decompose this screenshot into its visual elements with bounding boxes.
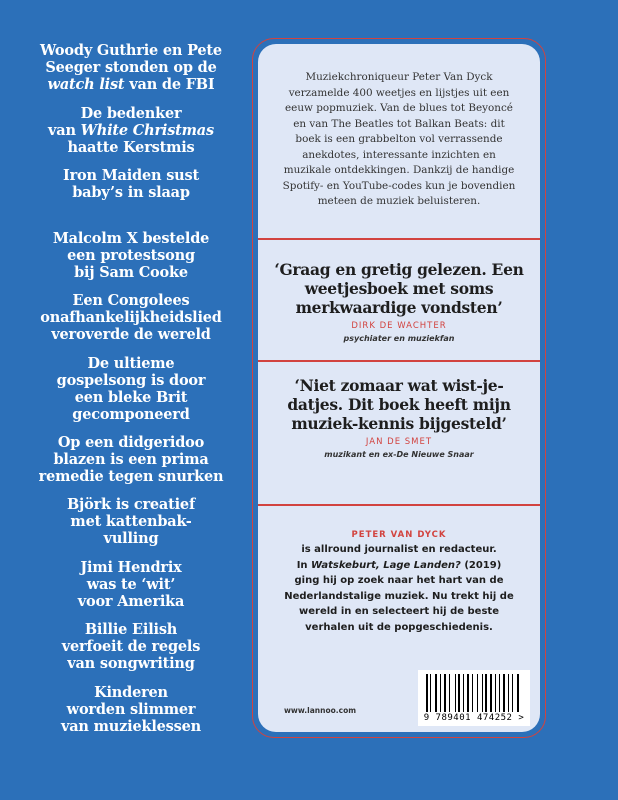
fact-line: een bleke Brit: [74, 388, 188, 406]
fact-item: [22, 167, 240, 230]
fact-line: [48, 76, 215, 93]
barcode-bar: [432, 674, 434, 712]
barcode-bar: [463, 674, 464, 712]
fact-line: van muzieklessen: [61, 717, 201, 735]
barcode-bar: [488, 674, 489, 712]
fact-item: [22, 496, 240, 559]
barcode-bar: [490, 674, 493, 712]
barcode-bar: [426, 674, 428, 712]
fact-item: [22, 684, 240, 747]
fact-line: De bedenker: [80, 104, 182, 122]
bio-line: In: [296, 559, 312, 571]
fact-line: Iron Maiden sust: [63, 167, 199, 184]
barcode-bar: [465, 674, 467, 712]
barcode-bar: [461, 674, 462, 712]
fact-list: [22, 42, 240, 746]
barcode-bar: [495, 674, 496, 712]
quote-block: [272, 260, 526, 343]
barcode-bar: [444, 674, 446, 712]
bio-line: (2019): [460, 559, 502, 571]
fact-line: blazen is een prima: [53, 450, 209, 468]
publisher-website: www.lannoo.com: [284, 706, 357, 715]
barcode-bar: [467, 674, 469, 712]
barcode-bar: [520, 674, 521, 712]
fact-line: Björk is creatief: [67, 496, 195, 513]
bio-text: [274, 542, 524, 635]
barcode-bar: [440, 674, 441, 712]
barcode-bar: [470, 674, 471, 712]
bio-line: is allround journalist en redacteur.: [301, 544, 497, 555]
divider: [258, 238, 540, 240]
barcode-bar: [506, 674, 508, 712]
fact-item: [22, 559, 240, 622]
fact-line: vulling: [103, 530, 159, 547]
fact-line: Jimi Hendrix: [80, 558, 182, 576]
barcode-bar: [458, 674, 460, 712]
fact-line: haatte Kerstmis: [67, 138, 195, 156]
fact-item: [22, 434, 240, 497]
barcode-bar: [430, 674, 431, 712]
fact-line: De ultieme: [87, 354, 175, 372]
fact-item: [22, 230, 240, 293]
barcode-bar: [514, 674, 517, 712]
quote-role: psychiater en muziekfan: [343, 334, 455, 343]
book-title: Watskeburt, Lage Landen?: [311, 559, 461, 571]
intro-text: Muziekchroniqueur Peter Van Dyck verzamelde 400 weetjes en lijstjes uit een eeuw popmuziek. Van de blues tot Beyoncé en van The Beatles tot Balkan Beats: dit boek is een grabbelton vol verrassende anekdotes, interessante inzichten en muzikale ontdekkingen. Dankzij de handige Spotify- en YouTube-codes kun je bovendien meteen de muziek beluisteren.: [282, 71, 516, 207]
fact-line: met kattenbak-: [70, 513, 192, 530]
barcode-bar: [503, 674, 505, 712]
barcode-bar: [442, 674, 443, 712]
info-panel: [258, 44, 540, 732]
isbn-number: 9 789401 474252 >: [423, 713, 525, 723]
barcode-bar: [497, 674, 499, 712]
quote-author: DIRK DE WACHTER: [351, 321, 447, 331]
fact-item: [22, 621, 240, 684]
fact-item: [22, 42, 240, 105]
fact-line: Kinderen: [94, 683, 168, 701]
barcode-bar: [479, 674, 481, 712]
fact-line: van songwriting: [67, 655, 195, 672]
bio-line: ging hij op zoek naar het hart van de Nederlandstalige muziek. Nu trekt hij de wereld in en selecteert hij de beste verhalen uit de popgeschiedenis.: [284, 575, 514, 633]
barcode-bar: [472, 674, 473, 712]
author-bio: [274, 530, 524, 635]
barcode-bar: [474, 674, 477, 712]
fact-text: van de FBI: [124, 76, 215, 93]
fact-line: [48, 122, 214, 139]
fact-line: remedie tegen snurken: [38, 467, 224, 485]
barcode-bar: [508, 674, 509, 712]
barcode-bar: [429, 674, 430, 712]
fact-item: [22, 355, 240, 434]
fact-italic: watch list: [47, 76, 125, 93]
barcode-bars: [426, 674, 522, 712]
fact-line: voor Amerika: [77, 592, 185, 610]
fact-line: Malcolm X bestelde: [52, 229, 210, 247]
fact-italic: White Christmas: [80, 121, 214, 139]
barcode-bar: [493, 674, 494, 712]
fact-item: [22, 105, 240, 168]
fact-line: onafhankelijkheidslied: [40, 309, 222, 326]
barcode-bar: [438, 674, 439, 712]
fact-line: was te ‘wit’: [86, 575, 176, 593]
barcode-bar: [456, 674, 457, 712]
barcode-bar: [510, 674, 511, 712]
barcode-bar: [477, 674, 478, 712]
fact-line: Billie Eilish: [84, 621, 178, 638]
fact-line: veroverde de wereld: [51, 326, 211, 343]
fact-line: gecomponeerd: [72, 405, 190, 423]
barcode-bar: [501, 674, 502, 712]
fact-line: Woody Guthrie en Pete: [40, 42, 222, 59]
barcode-bar: [447, 674, 449, 712]
barcode-bar: [435, 674, 438, 712]
divider: [258, 360, 540, 362]
barcode-bar: [455, 674, 456, 712]
fact-line: baby’s in slaap: [72, 184, 190, 201]
fact-item: [22, 292, 240, 355]
barcode-bar: [512, 674, 513, 712]
fact-line: verfoeit de regels: [61, 638, 201, 655]
quote-block: [272, 376, 526, 459]
barcode-bar: [451, 674, 454, 712]
barcode: [418, 670, 530, 726]
barcode-bar: [449, 674, 450, 712]
fact-line: Een Congolees: [72, 292, 190, 309]
divider: [258, 504, 540, 506]
barcode-bar: [485, 674, 487, 712]
barcode-bar: [517, 674, 519, 712]
fact-line: gospelsong is door: [56, 371, 206, 389]
barcode-bar: [499, 674, 500, 712]
fact-line: bij Sam Cooke: [74, 263, 188, 281]
barcode-bar: [482, 674, 483, 712]
quote-role: muzikant en ex-De Nieuwe Snaar: [324, 450, 474, 459]
quote-text: ‘Niet zomaar wat wist-je-datjes. Dit boek heeft mijn muziek-kennis bijgesteld’: [287, 376, 511, 433]
quote-author: JAN DE SMET: [365, 437, 433, 447]
bio-author-name: PETER VAN DYCK: [351, 530, 447, 540]
fact-text: van: [48, 121, 81, 139]
fact-line: een protestsong: [67, 246, 195, 264]
fact-line: Seeger stonden op de: [45, 59, 217, 76]
fact-line: Op een didgeridoo: [57, 433, 205, 451]
fact-line: worden slimmer: [66, 700, 196, 718]
barcode-bar: [483, 674, 484, 712]
quote-text: ‘Graag en gretig gelezen. Een weetjesboek met soms merkwaardige vondsten’: [274, 260, 524, 317]
